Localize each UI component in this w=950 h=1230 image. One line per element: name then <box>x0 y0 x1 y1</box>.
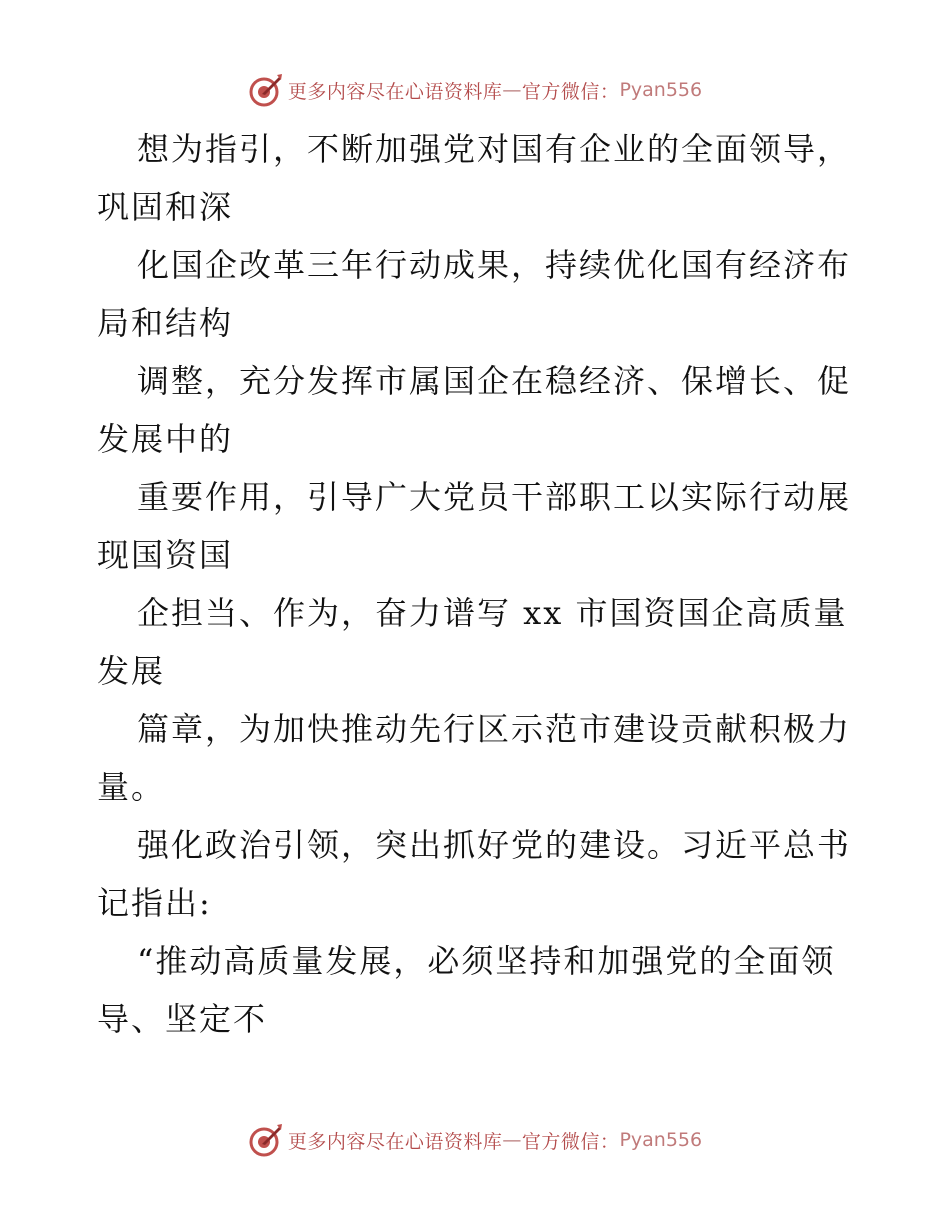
paragraph-line: “推动高质量发展，必须坚持和加强党的全面领 <box>137 942 836 980</box>
paragraph-line: 巩固和深 <box>97 188 234 226</box>
paragraph-line: 强化政治引领，突出抓好党的建设。习近平总书 <box>137 826 852 864</box>
watermark-label: 官方微信： <box>521 1130 620 1153</box>
paragraph-line: 篇章，为加快推动先行区示范市建设贡献积极力 <box>137 710 852 748</box>
paragraph-line: 化国企改革三年行动成果，持续优化国有经济布 <box>137 246 852 284</box>
watermark-main-text: 更多内容尽在心语资料库 <box>287 80 503 103</box>
header-watermark <box>0 70 950 110</box>
document-body <box>97 120 857 1048</box>
quill-logo-icon <box>248 72 284 108</box>
watermark-dash: — <box>502 1129 522 1151</box>
paragraph-line: 发展 <box>97 652 166 690</box>
watermark-main-text: 更多内容尽在心语资料库 <box>287 1130 503 1153</box>
paragraph-line: 局和结构 <box>97 304 234 342</box>
paragraph-line: 调整，充分发挥市属国企在稳经济、保增长、促 <box>137 362 852 400</box>
paragraph-line: 导、坚定不 <box>97 1000 268 1038</box>
watermark-account: Pyan556 <box>619 79 703 101</box>
paragraph-line: 记指出: <box>97 884 212 922</box>
footer-watermark <box>0 1120 950 1160</box>
paragraph-line: 想为指引，不断加强党对国有企业的全面领导， <box>137 130 852 168</box>
paragraph-line: 量。 <box>97 768 166 806</box>
watermark-dash: — <box>502 79 522 101</box>
quill-logo-icon <box>248 1122 284 1158</box>
paragraph-line: 重要作用，引导广大党员干部职工以实际行动展 <box>137 478 852 516</box>
paragraph-line: 企担当、作为，奋力谱写 xx 市国资国企高质量 <box>137 594 848 632</box>
paragraph-line: 发展中的 <box>97 420 234 458</box>
watermark-account: Pyan556 <box>619 1129 703 1151</box>
paragraph-line: 现国资国 <box>97 536 234 574</box>
watermark-label: 官方微信： <box>521 80 620 103</box>
